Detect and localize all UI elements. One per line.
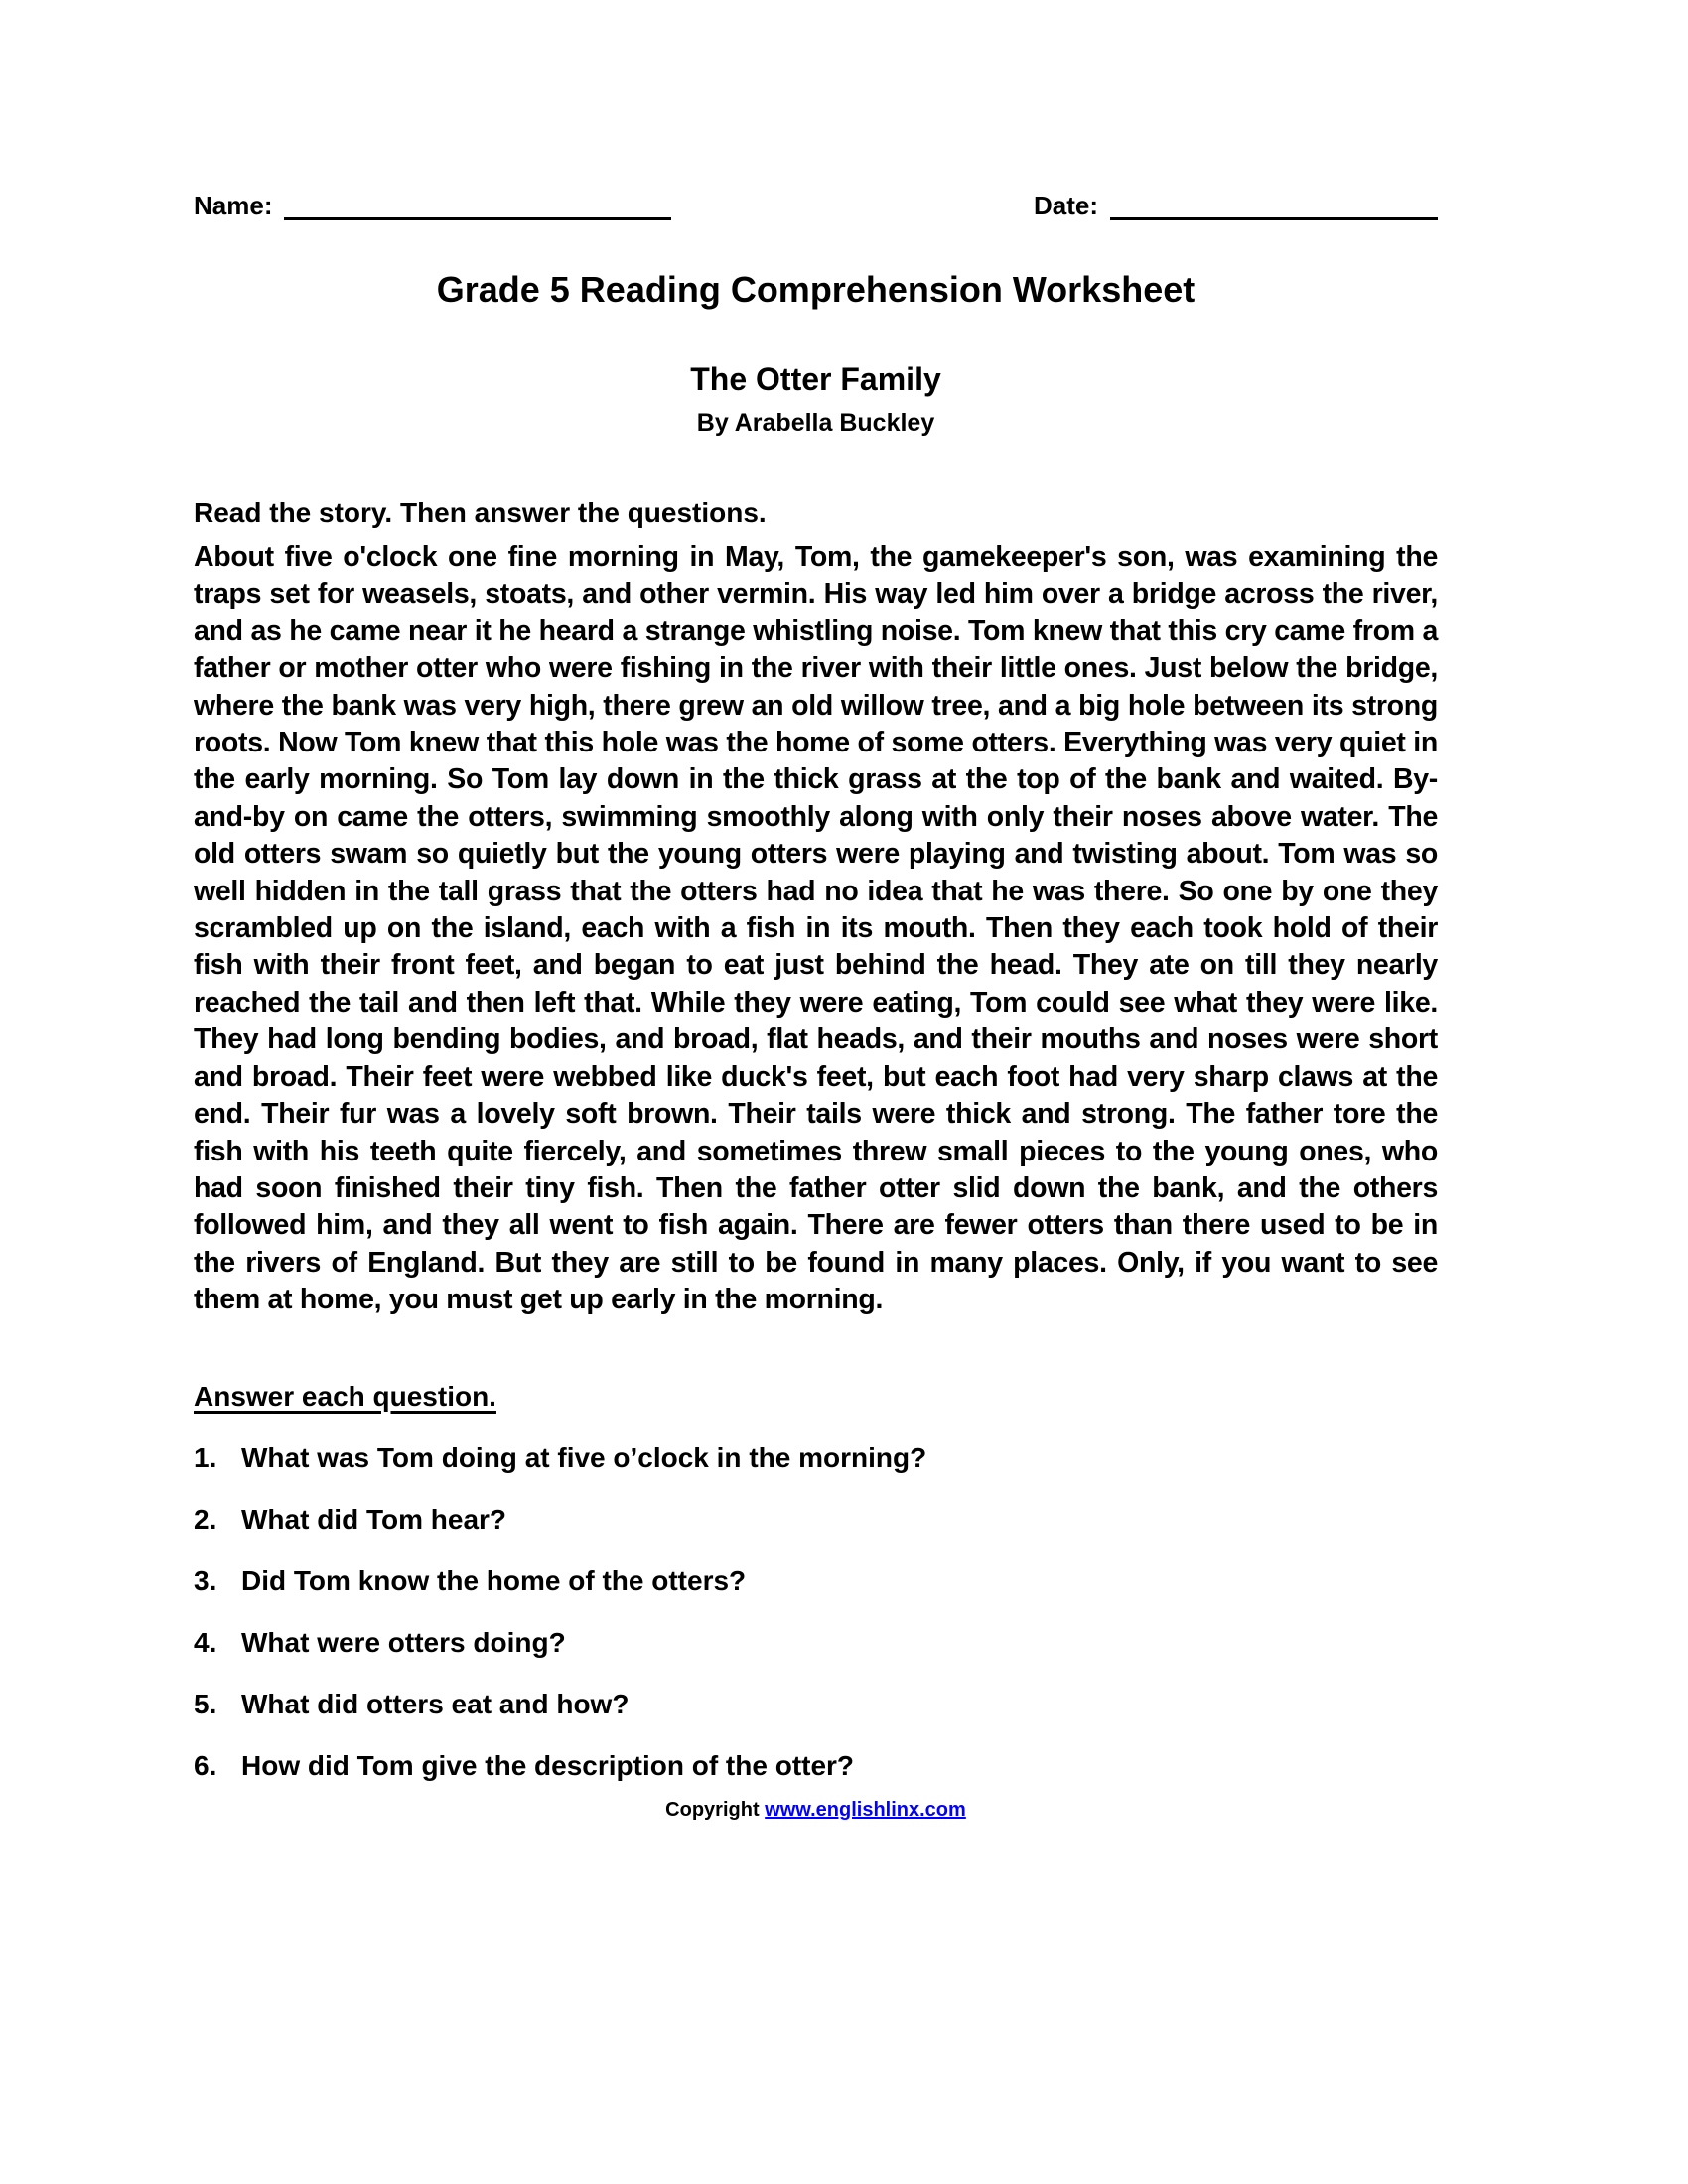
name-label: Name: bbox=[194, 191, 273, 220]
question-text: What did Tom hear? bbox=[241, 1503, 507, 1535]
name-blank-line bbox=[284, 189, 671, 220]
date-field bbox=[1034, 189, 1438, 220]
question-text: What were otters doing? bbox=[241, 1626, 566, 1658]
question-number: 4. bbox=[194, 1626, 217, 1658]
questions-heading: Answer each question. bbox=[194, 1380, 496, 1412]
question-number: 5. bbox=[194, 1688, 217, 1719]
question-text: What did otters eat and how? bbox=[241, 1688, 630, 1719]
question-number: 1. bbox=[194, 1441, 217, 1473]
story-author: By Arabella Buckley bbox=[696, 409, 935, 437]
name-date-row bbox=[194, 189, 1438, 220]
question-row bbox=[194, 1442, 1438, 1474]
date-label: Date: bbox=[1033, 191, 1098, 220]
copyright-footer bbox=[194, 1798, 1438, 1822]
question-number: 2. bbox=[194, 1503, 217, 1535]
story-title: The Otter Family bbox=[690, 361, 941, 397]
question-row bbox=[194, 1627, 1438, 1659]
questions-list bbox=[194, 1442, 1438, 1782]
question-row bbox=[194, 1504, 1438, 1536]
question-row bbox=[194, 1750, 1438, 1782]
question-row bbox=[194, 1566, 1438, 1597]
questions-section bbox=[194, 1319, 1438, 1782]
story-text: About five o'clock one fine morning in May, Tom, the gamekeeper's son, was examining the traps set for weasels, stoats, and other vermin. His way led him over a bridge across the river, and as he came near it he heard a strange whistling noise. Tom knew that this cry came from a father or mother otter who were fishing in the river with their little ones. Just below the bridge, where the bank was very high, there grew an old willow tree, and a big hole between its strong roots. Now Tom knew that this hole was the home of some otters. Everything was very quiet in the early morning. So Tom lay down in the thick grass at the top of the bank and waited. By-and-by on came the otters, swimming smoothly along with only their noses above water. The old otters swam so quietly but the young otters were playing and twisting about. Tom was so well hidden in the tall grass that the otters had no idea that he was there. So one by one they scrambled up on the island, each with a fish in its mouth. Then they each took hold of their fish with their front feet, and began to eat just behind the head. They ate on till they nearly reached the tail and then left that. While they were eating, Tom could see what they were like. They had long bending bodies, and broad, flat heads, and their mouths and noses were short and broad. Their feet were webbed like duck's feet, but each foot had very sharp claws at the end. Their fur was a lovely soft brown. Their tails were thick and strong. The father tore the fish with his teeth quite fiercely, and sometimes threw small pieces to the young ones, who had soon finished their tiny fish. Then the father otter slid down the bank, and the others followed him, and they all went to fish again. There are fewer otters than there used to be in the rivers of England. But they are still to be found in many places. Only, if you want to see them at home, you must get up early in the morning. bbox=[194, 541, 1438, 1316]
question-text: What was Tom doing at five o’clock in the morning? bbox=[241, 1441, 927, 1473]
story-instruction: Read the story. Then answer the questions. bbox=[194, 497, 767, 528]
question-text: How did Tom give the description of the otter? bbox=[241, 1749, 855, 1781]
question-row bbox=[194, 1689, 1438, 1720]
copyright-link[interactable]: www.englishlinx.com bbox=[765, 1798, 966, 1821]
name-field bbox=[194, 189, 671, 220]
worksheet-title: Grade 5 Reading Comprehension Worksheet bbox=[436, 269, 1196, 310]
question-text: Did Tom know the home of the otters? bbox=[241, 1565, 747, 1596]
copyright-label: Copyright bbox=[665, 1798, 760, 1821]
question-number: 3. bbox=[194, 1565, 217, 1596]
date-blank-line bbox=[1110, 189, 1438, 220]
question-number: 6. bbox=[194, 1749, 217, 1781]
